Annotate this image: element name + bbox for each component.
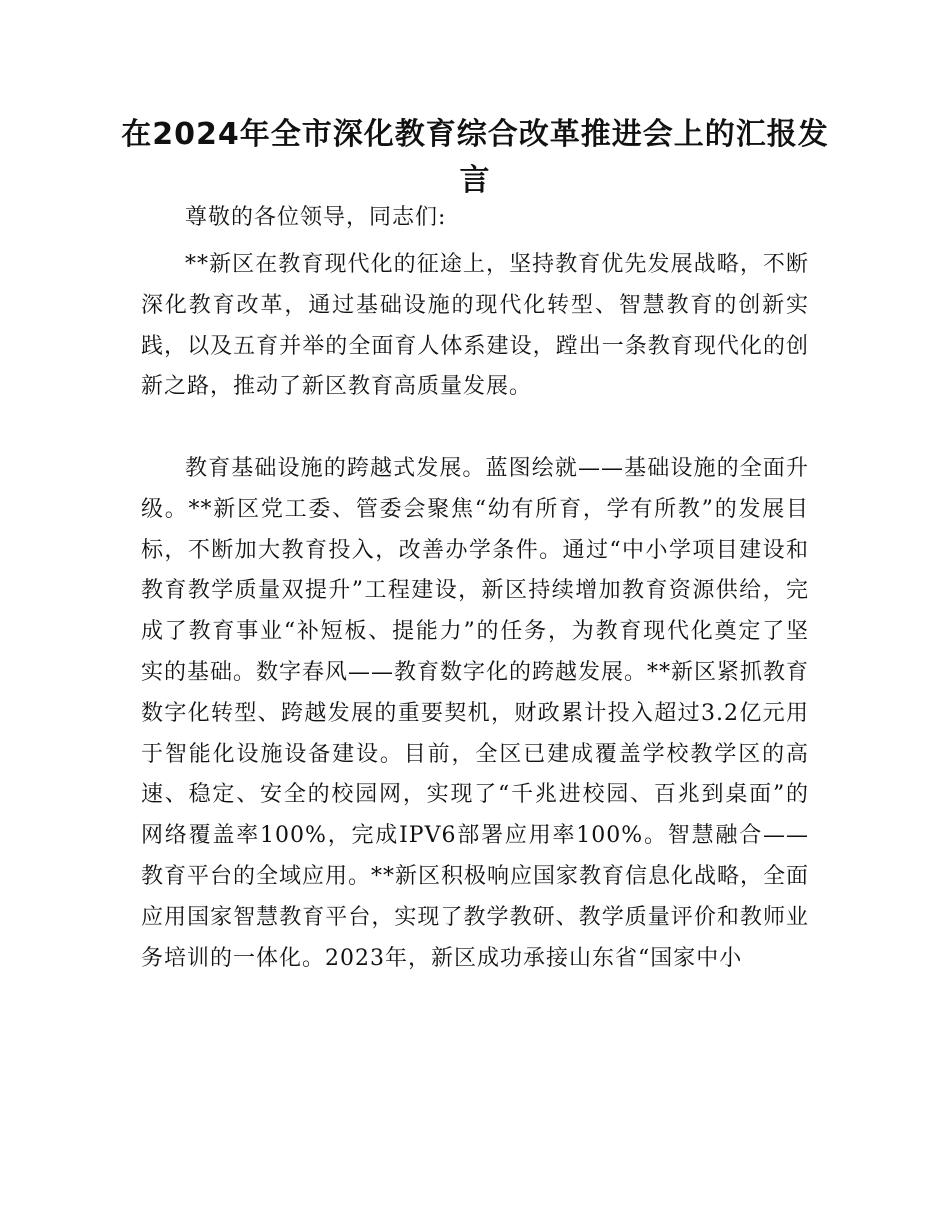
- paragraph-infrastructure: 教育基础设施的跨越式发展。蓝图绘就——基础设施的全面升级。**新区党工委、管委会聚焦“幼有所育，学有所教”的发展目标，不断加大教育投入，改善办学条件。通过“中小学项目建设和教育教学质量双提升”工程建设，新区持续增加教育资源供给，完成了教育事业“补短板、提能力”的任务，为教育现代化奠定了坚实的基础。数字春风——教育数字化的跨越发展。**新区紧抓教育数字化转型、跨越发展的重要契机，财政累计投入超过3.2亿元用于智能化设施设备建设。目前，全区已建成覆盖学校教学区的高速、稳定、安全的校园网，实现了“千兆进校园、百兆到桌面”的网络覆盖率100%，完成IPV6部署应用率100%。智慧融合——教育平台的全域应用。**新区积极响应国家教育信息化战略，全面应用国家智慧教育平台，实现了教学教研、教学质量评价和教师业务培训的一体化。2023年，新区成功承接山东省“国家中小: [141, 456, 810, 971]
- document-title: 在2024年全市深化教育综合改革推进会上的汇报发言: [121, 117, 829, 198]
- salutation: 尊敬的各位领导，同志们:: [185, 205, 447, 230]
- paragraph-intro: **新区在教育现代化的征途上，坚持教育优先发展战略，不断深化教育改革，通过基础设施的现代化转型、智慧教育的创新实践，以及五育并举的全面育人体系建设，蹚出一条教育现代化的创新之路，推动了新区教育高质量发展。: [141, 252, 809, 400]
